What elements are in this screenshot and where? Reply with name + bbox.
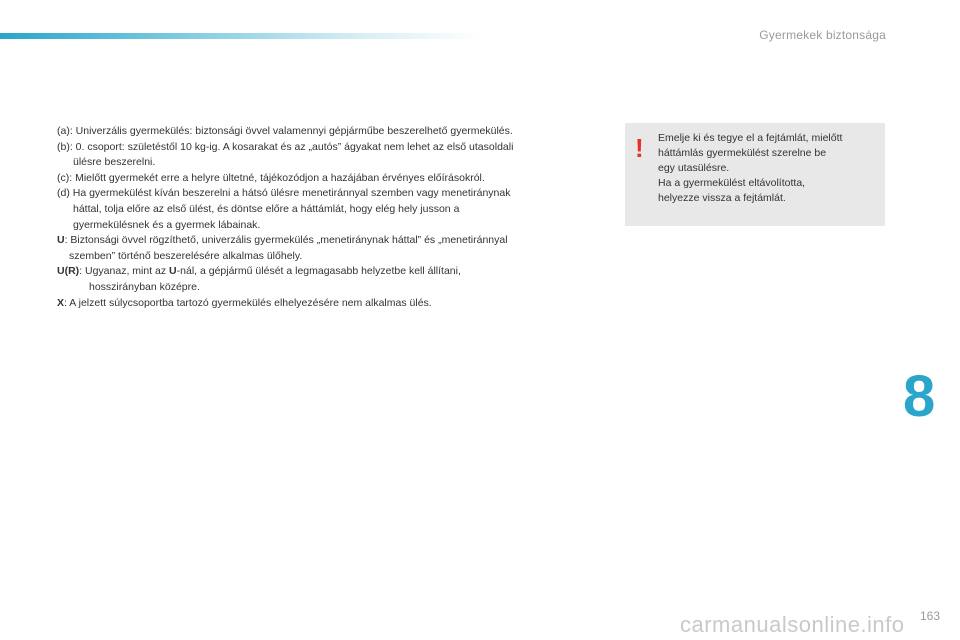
warning-line: Ha a gyermekülést eltávolította,: [658, 177, 806, 189]
note-text: Univerzális gyermekülés: biztonsági övvel valamennyi gépjárműbe beszerelhető gyermekülés.: [75, 125, 513, 137]
note-x: [57, 296, 602, 312]
note-text: Ha gyermekülést kíván beszerelni a hátsó ülésre menetiránnyal szemben vagy menetiránynak: [72, 187, 511, 200]
note-d: [57, 186, 602, 233]
note-label: (b):: [57, 140, 76, 153]
watermark: carmanualsonline.info: [680, 612, 905, 637]
note-label: (c):: [57, 171, 76, 184]
note-u: [57, 233, 602, 264]
warning-box: [625, 123, 885, 226]
warning-line: háttámlás gyermekülést szerelne be: [658, 147, 827, 159]
note-text-continued: háttal, tolja előre az első ülést, és döntse előre a háttámlát, hogy elég hely jusson a: [73, 202, 460, 215]
note-text: : A jelzett súlycsoportba tartozó gyermekülés elhelyezésére nem alkalmas ülés.: [64, 296, 432, 309]
note-ref: U: [169, 265, 177, 278]
warning-line: helyezze vissza a fejtámlát.: [658, 192, 786, 204]
note-b: [57, 140, 602, 171]
exclamation-icon: !: [635, 133, 644, 163]
page-number: 163: [919, 609, 940, 623]
header-accent-bar: [0, 33, 480, 39]
note-c: [57, 171, 602, 187]
warning-line: Emelje ki és tegye el a fejtámlát, mielőtt: [658, 132, 843, 144]
note-text-continued: szemben” történő beszerelésére alkalmas ülőhely.: [69, 249, 303, 262]
note-label: (d): [57, 187, 73, 200]
note-text-continued: hosszirányban középre.: [89, 280, 200, 293]
note-a: [57, 124, 602, 140]
seat-notes: [57, 124, 602, 311]
note-text-continued: gyermekülésnek és a gyermek lábainak.: [73, 218, 261, 231]
note-label: U: [57, 234, 65, 247]
section-title: Gyermekek biztonsága: [759, 28, 886, 42]
note-label: (a):: [57, 125, 76, 137]
note-text: Mielőtt gyermekét erre a helyre ültetné, tájékozódjon a hazájában érvényes előírásokról.: [75, 171, 485, 184]
note-ur: [57, 264, 602, 295]
note-text: -nál, a gépjármű ülését a legmagasabb helyzetbe kell állítani,: [176, 265, 461, 278]
note-text: : Biztonsági övvel rögzíthető, univerzális gyermekülés „menetiránynak háttal” és „menetiránnyal: [64, 234, 508, 247]
note-label: X: [57, 296, 65, 309]
note-text: 0. csoport: születéstől 10 kg-ig. A kosarakat és az „autós” ágyakat nem lehet az első utasoldali: [75, 140, 514, 153]
chapter-number: 8: [903, 364, 936, 429]
warning-line: egy utasülésre.: [658, 162, 730, 174]
note-label: U(R): [57, 265, 80, 278]
note-text: : Ugyanaz, mint az: [79, 265, 170, 278]
note-text-continued: ülésre beszerelni.: [73, 156, 156, 169]
warning-text: [658, 131, 878, 206]
